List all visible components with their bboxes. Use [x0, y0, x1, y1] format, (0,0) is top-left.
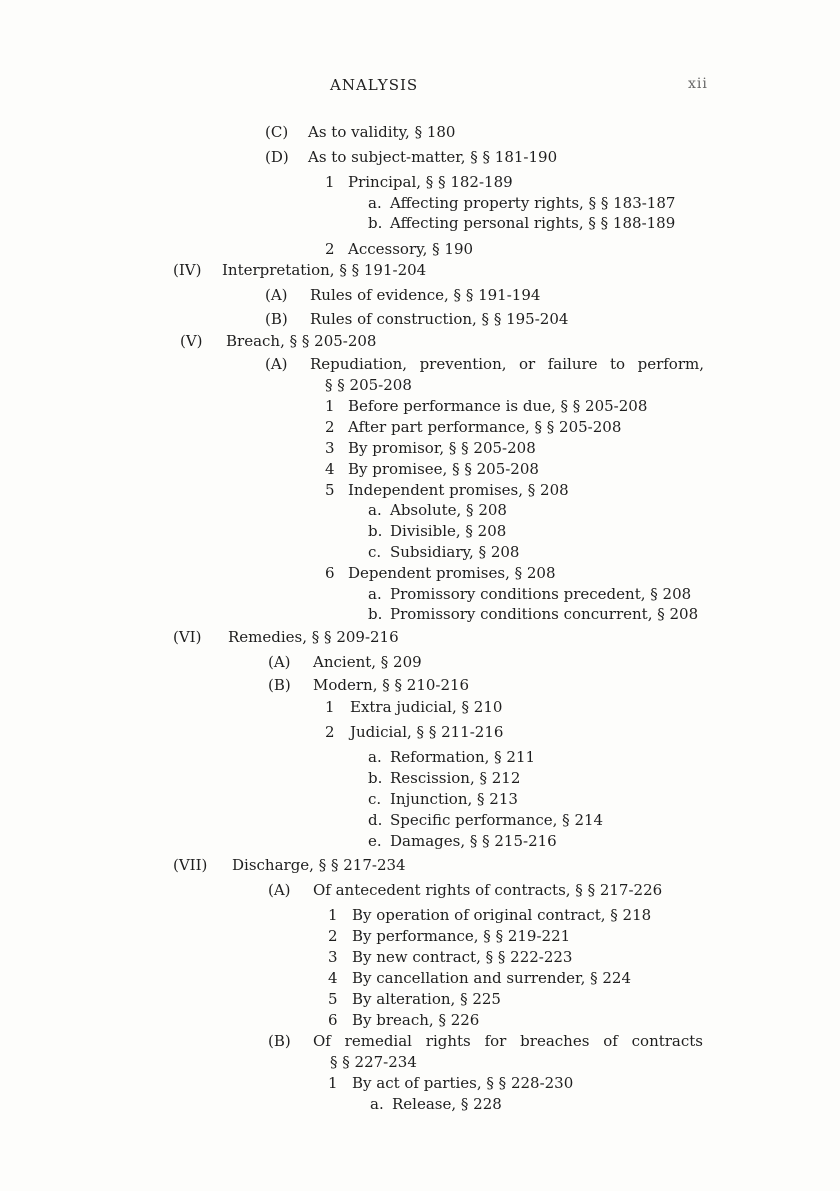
line-text: Subsidiary, § 208 [390, 543, 520, 561]
line-label: 1 [325, 397, 335, 415]
line-text: As to validity, § 180 [308, 123, 456, 141]
line-text: Promissory conditions concurrent, § 208 [390, 605, 699, 623]
line-label: 5 [328, 990, 338, 1008]
line-text: By cancellation and surrender, § 224 [352, 969, 632, 987]
line-label: (B) [265, 310, 288, 328]
line-label: 1 [325, 698, 335, 716]
page-number: xii [688, 76, 708, 92]
line-text: Damages, § § 215-216 [390, 832, 557, 850]
line-text: By operation of original contract, § 218 [352, 906, 652, 924]
line-label: (VII) [173, 856, 208, 874]
line-label: 1 [325, 173, 335, 191]
line-label: a. [368, 748, 382, 766]
line-label: b. [368, 605, 383, 623]
line-label: a. [368, 501, 382, 519]
line-text: Before performance is due, § § 205-208 [348, 397, 648, 415]
line-label: b. [368, 769, 383, 787]
line-label: (B) [268, 676, 291, 694]
line-label: 2 [325, 723, 335, 741]
line-text: Breach, § § 205-208 [226, 332, 377, 350]
line-label: 4 [328, 969, 338, 987]
line-label: 1 [328, 1074, 338, 1092]
line-text: Injunction, § 213 [390, 790, 518, 808]
line-text: Specific performance, § 214 [390, 811, 604, 829]
line-label: (A) [268, 653, 291, 671]
line-text: By promisor, § § 205-208 [348, 439, 536, 457]
line-text: After part performance, § § 205-208 [348, 418, 622, 436]
line-text: Modern, § § 210-216 [313, 676, 470, 694]
line-text: Affecting property rights, § § 183-187 [390, 194, 676, 212]
line-label: 5 [325, 481, 335, 499]
line-text: By breach, § 226 [352, 1011, 480, 1029]
line-label: c. [368, 790, 382, 808]
line-label: 3 [328, 948, 338, 966]
line-text: By new contract, § § 222-223 [352, 948, 573, 966]
line-label: 2 [325, 418, 335, 436]
line-text: Ancient, § 209 [313, 653, 422, 671]
line-text: Rules of construction, § § 195-204 [310, 310, 569, 328]
line-text: Reformation, § 211 [390, 748, 536, 766]
line-label: d. [368, 811, 383, 829]
line-label: 2 [325, 240, 335, 258]
line-label: 3 [325, 439, 335, 457]
line-label: 6 [325, 564, 335, 582]
line-text: As to subject-matter, § § 181-190 [308, 148, 558, 166]
line-text: By act of parties, § § 228-230 [352, 1074, 574, 1092]
line-text: § § 227-234 [330, 1053, 417, 1071]
line-label: b. [368, 522, 383, 540]
line-label: a. [368, 585, 382, 603]
line-text: Judicial, § § 211-216 [350, 723, 504, 741]
line-label: (B) [268, 1032, 291, 1050]
line-label: (V) [180, 332, 203, 350]
line-text: Repudiation, prevention, or failure to perform, [310, 355, 704, 373]
running-header-title: ANALYSIS [330, 76, 419, 94]
line-text: Rescission, § 212 [390, 769, 521, 787]
line-text: Affecting personal rights, § § 188-189 [390, 214, 676, 232]
line-label: (VI) [173, 628, 202, 646]
line-text: Of antecedent rights of contracts, § § 217-226 [313, 881, 663, 899]
line-label: 6 [328, 1011, 338, 1029]
line-label: 4 [325, 460, 335, 478]
line-label: c. [368, 543, 382, 561]
line-text: § § 205-208 [325, 376, 412, 394]
line-label: (C) [265, 123, 289, 141]
line-text: Promissory conditions precedent, § 208 [390, 585, 692, 603]
line-label: (IV) [173, 261, 202, 279]
line-text: Discharge, § § 217-234 [232, 856, 406, 874]
line-label: a. [370, 1095, 384, 1113]
line-text: Remedies, § § 209-216 [228, 628, 399, 646]
line-text: Independent promises, § 208 [348, 481, 569, 499]
line-text: Interpretation, § § 191-204 [222, 261, 427, 279]
line-text: By promisee, § § 205-208 [348, 460, 539, 478]
line-label: (A) [265, 355, 288, 373]
line-text: Release, § 228 [392, 1095, 502, 1113]
line-text: By performance, § § 219-221 [352, 927, 571, 945]
line-text: Rules of evidence, § § 191-194 [310, 286, 541, 304]
line-text: Accessory, § 190 [348, 240, 474, 258]
line-text: Principal, § § 182-189 [348, 173, 513, 191]
line-text: Absolute, § 208 [390, 501, 507, 519]
line-label: e. [368, 832, 382, 850]
line-label: b. [368, 214, 383, 232]
line-label: 2 [328, 927, 338, 945]
line-text: By alteration, § 225 [352, 990, 501, 1008]
line-text: Dependent promises, § 208 [348, 564, 556, 582]
line-text: Of remedial rights for breaches of contracts [313, 1032, 703, 1050]
line-label: (A) [265, 286, 288, 304]
line-text: Divisible, § 208 [390, 522, 507, 540]
line-label: a. [368, 194, 382, 212]
line-label: (D) [265, 148, 289, 166]
line-text: Extra judicial, § 210 [350, 698, 503, 716]
line-label: (A) [268, 881, 291, 899]
line-label: 1 [328, 906, 338, 924]
